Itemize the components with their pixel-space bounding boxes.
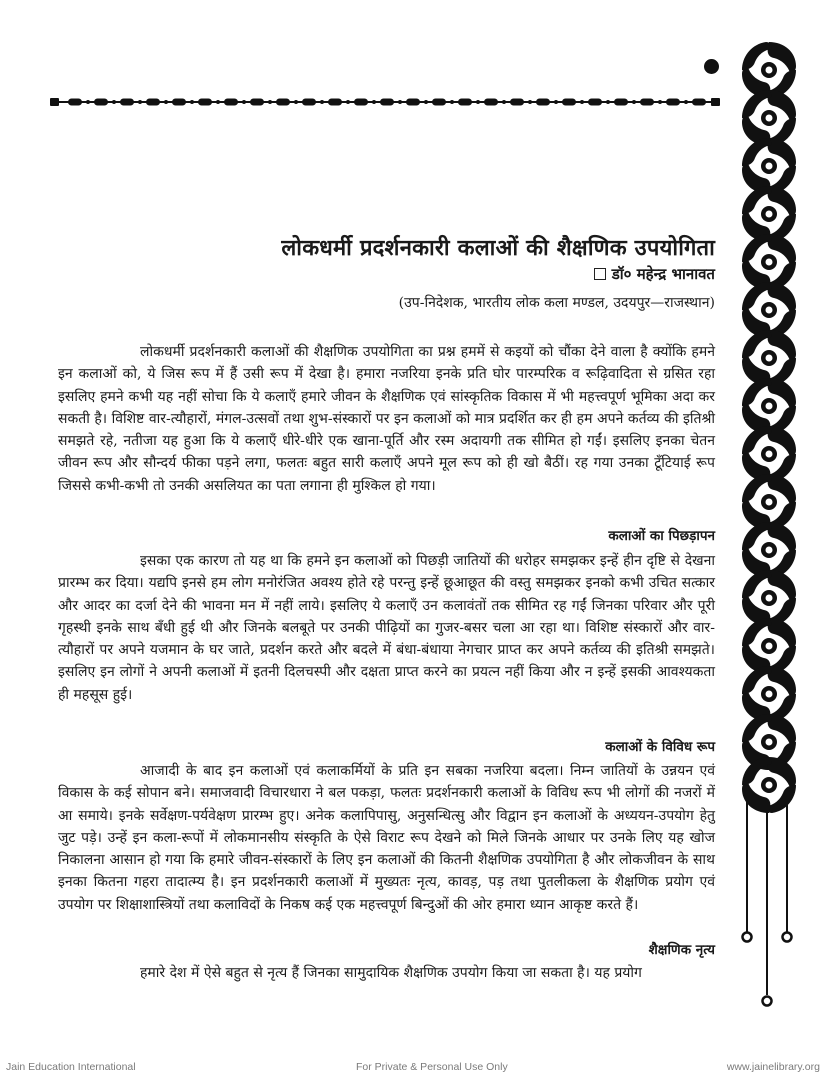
footer-usage-note: For Private & Personal Use Only [356, 1061, 508, 1073]
paragraph: आजादी के बाद इन कलाओं एवं कलाकर्मियों के प्रति इन सबका नजरिया बदला। निम्न जातियों के उन्नयन एवं विकास के कई सोपान बने। समाजवादी विचारधारा ने बल पकड़ा, फलतः प्रदर्शनकारी कलाओं के विविध रूप भी लोगों की नजरों में आ समाये। इनके सर्वेक्षण-पर्यवेक्षण प्रारम्भ हुए। अनेक कलापिपासु, अनुसन्धित्सु और विद्वान इन कलाओं के अध्ययन-उपयोग हेतु जुट पड़े। उन्हें इन कला-रूपों में लोकमानसीय संस्कृति के ऐसे विराट रूप देखने को मिले जिनके आधार पर उनके लिए यह खोज निकालना आसान हो गया कि हमारे जीवन-संस्कारों के लिए इन कलाओं की कितनी शैक्षणिक उपयोगिता है और लोकजीवन के साथ इनका कितना गहरा तादात्म्य है। इन प्रदर्शनकारी कलाओं में मुख्यतः नृत्य, कावड़, पड़ तथा पुतलीकला के शैक्षणिक प्रयोग एवं उपयोग पर शिक्षाशास्त्रियों तथा कलाविदों के निकष कई एक महत्त्वपूर्ण बिन्दुओं की ओर हमारा ध्यान आकृष्ट करते हैं। [58, 763, 715, 913]
square-bullet-icon [594, 268, 606, 280]
section-heading: कलाओं का पिछड़ापन [608, 528, 715, 544]
article-title: लोकधर्मी प्रदर्शनकारी कलाओं की शैक्षणिक उपयोगिता [281, 236, 715, 261]
paragraph: इसका एक कारण तो यह था कि हमने इन कलाओं को पिछड़ी जातियों की धरोहर समझकर इन्हें हीन दृष्टि से देखना प्रारम्भ कर दिया। यद्यपि इनसे हम लोग मनोरंजित अवश्य होते रहे परन्तु इन्हें छूआछूत की वस्तु समझकर इनको कभी उचित सत्कार और आदर का दर्जा देने की भावना मन में नहीं लाये। इसलिए ये कलाएँ उन कलावंतों तक सीमित रह गईं जिनका परिवार और पूरी गृहस्थी इनके साथ बँधी हुई थी और जिनके बलबूते पर उनकी पीढ़ियों का गुजर-बसर चला आ रहा था। विशिष्ट संस्कारों और वार-त्यौहारों पर अपने यजमान के घर जाते, प्रदर्शन करते और बदले में बंधा-बंधाया नेगचार प्राप्त कर अपने कर्तव्य की इतिश्री समझते। इसलिए इन लोगों ने अपनी कलाओं में इतनी दिलचस्पी और दक्षता प्राप्त करने का प्रयत्न नहीं किया और न इन्हें इसकी आवश्यकता ही महसूस हुई। [58, 553, 715, 703]
section-educational-dance [58, 962, 715, 984]
section-heading: कलाओं के विविध रूप [605, 739, 715, 755]
author-line [594, 264, 715, 284]
decorative-dot [704, 59, 719, 74]
paragraph: हमारे देश में ऐसे बहुत से नृत्य हैं जिनका सामुदायिक शैक्षणिक उपयोग किया जा सकता है। यह प्रयोग [140, 965, 642, 981]
decorative-side-border [736, 40, 802, 815]
footer-website-link[interactable]: www.jainelibrary.org [726, 1061, 820, 1073]
author-name: डॉ० महेन्द्र भानावत [611, 265, 715, 283]
section-backwardness [58, 550, 715, 706]
paragraph: लोकधर्मी प्रदर्शनकारी कलाओं की शैक्षणिक उपयोगिता का प्रश्न हममें से कइयों को चौंका देने वाला है क्योंकि हमने इन कलाओं को, ये जिस रूप में हैं उसी रूप में देखा है। हमारा नजरिया इनके प्रति घोर पारम्परिक व रूढ़िवादिता से ग्रसित रहा इसलिए हमने कभी यह नहीं सोचा कि ये कलाएँ हमारे जीवन के शैक्षणिक एवं सांस्कृतिक विकास में भी महत्त्वपूर्ण भूमिका अदा कर सकती है। विशिष्ट वार-त्यौहारों, मंगल-उत्सवों तथा शुभ-संस्कारों पर इन कलाओं को मात्र प्रदर्शित कर ही हम अपने कर्तव्य की इतिश्री समझते रहे, नतीजा यह हुआ कि ये कलाएँ धीरे-धीरे एक खाना-पूर्ति और रस्म अदायगी तक सीमित हो गईं। इसलिए इनका चेतन जीवन रूप और सौन्दर्य फीका पड़ने लगा, फलतः बहुत सारी कलाएँ अपने मूल रूप को ही खो बैठीं। रह गया उनका टूँटियाई रूप जिससे कभी-कभी तो उनकी असलियत का पता लगाना ही मुश्किल हो गया। [58, 344, 715, 494]
author-affiliation: (उप-निदेशक, भारतीय लोक कला मण्डल, उदयपुर—राजस्थान) [398, 295, 715, 311]
footer-publisher: Jain Education International [6, 1061, 136, 1073]
section-heading: शैक्षणिक नृत्य [648, 942, 715, 958]
decorative-hanging-lines [736, 800, 802, 1010]
decorative-chain-rule [50, 98, 720, 106]
section-various-forms [58, 760, 715, 916]
section-intro [58, 341, 715, 497]
